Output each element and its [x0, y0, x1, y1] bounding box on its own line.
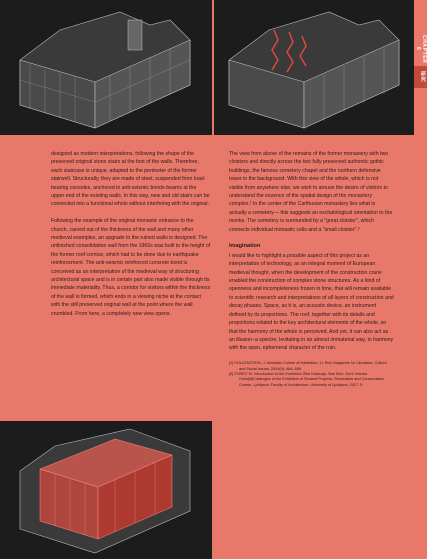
chapter-tab: CHAPTER 6 — [415, 34, 427, 64]
footnote: [1] HOLLENSTEIN, J. Monastic Culture of Habitation, Li. Rich Magazine for Literature, Culture and Social Issues, 2004(5): 484–486. — [229, 361, 387, 371]
body-paragraph: I would like to highlight a possible aspect of this project as an interpretation of technology, as an integral moment of European medieval thought, when the development of the construction crane enabled the construction of complex stone structures. As a kind of openness and incompleteness frozen in time, that will remain available to scientific research and interpretations of all layers of construction and decay phases. Space, as it is, an acoustic device, an instrument defined by its proportions. The roof, together with its details and proportions related to the key architectural elements of the whole, so that the harmony of the whole is perceived. And yet, it can also act as an illusion–a spectre, levitating in an almost immaterial way, in harmony with the open, ephemeral character of the ruin. — [229, 252, 394, 352]
wireframe-ruin-red-volume-illustration — [0, 421, 212, 559]
section-heading: Imagination — [229, 243, 261, 250]
footnotes — [229, 361, 394, 388]
wireframe-ruin-illustration — [0, 0, 212, 135]
body-paragraph: Following the example of the original monastic entrance to the church, carved out of the thickness of the wall and many other medieval examples, an upgrade to the ruined walls is designed. The unfinished consolidation wall from the 1960s was built to the height of the former roof cornice, which had to be done due to earthquake reinforcement. The anti-seismic reinforced concrete bond is conceived as an interpretation of the medieval way of structuring architectural space and is in certain part also made visible through its immediate materiality. Thus, a corridor for visitors within the thickness of the wall is formed, which ends in a viewing niche at the contact with the still preserved original wall at the point where the wall crumbled. From here, a completely new view opens. — [51, 218, 211, 317]
left-text-column — [51, 150, 211, 327]
building-rendering-top-right — [214, 0, 414, 135]
body-paragraph: designed as modern interpretations, following the shape of the preserved original stone stairs at the foot of the walls. Therefore, each staircase is unique, adapted to the perimeter of the former stairwell. Structurally, they are made of steel, suspended from load-bearing consoles, anchored in anti-seismic bonds-beams at the upper end of the existing walls. In this way, new and old stairs can be connected into a functional whole without interfering with the original. — [51, 151, 210, 208]
wireframe-ruin-stairs-illustration — [214, 0, 414, 135]
right-text-column — [229, 150, 394, 388]
section-tab: 研究 — [414, 66, 427, 88]
footnote: [2] ZOREC M. Introduction to the Exhibition Žiča Kartuzija, Stat Selo: Dunt Vincitur Orbis[M]Catalogue of the Exhibition of Student Projects: Renovation and Conservation Course. Ljubljana: Faculty of Architecture, University of Ljubljana, 2017: 5. — [229, 371, 384, 387]
building-rendering-bottom-left — [0, 421, 212, 559]
building-rendering-top-left — [0, 0, 212, 135]
body-paragraph: The view from above of the remains of the former monastery with two cloisters and directly across the two fully preserved authentic gothic buildings, the famous cemetery chapel and the northern defensive tower in the background. With this view of the whole, which is not visible from anywhere else, we wish to arouse the desire of visitors to understand the essence of the spatial design of the monastery complex.¹ In the center of the Carthusian monastery lies what is actually a cemetery— this suggests an eschatological orientation to the monks. The cemetery is surrounded by a "great cloister", which connects individual monastic cells and a "small cloister".² — [229, 151, 393, 233]
